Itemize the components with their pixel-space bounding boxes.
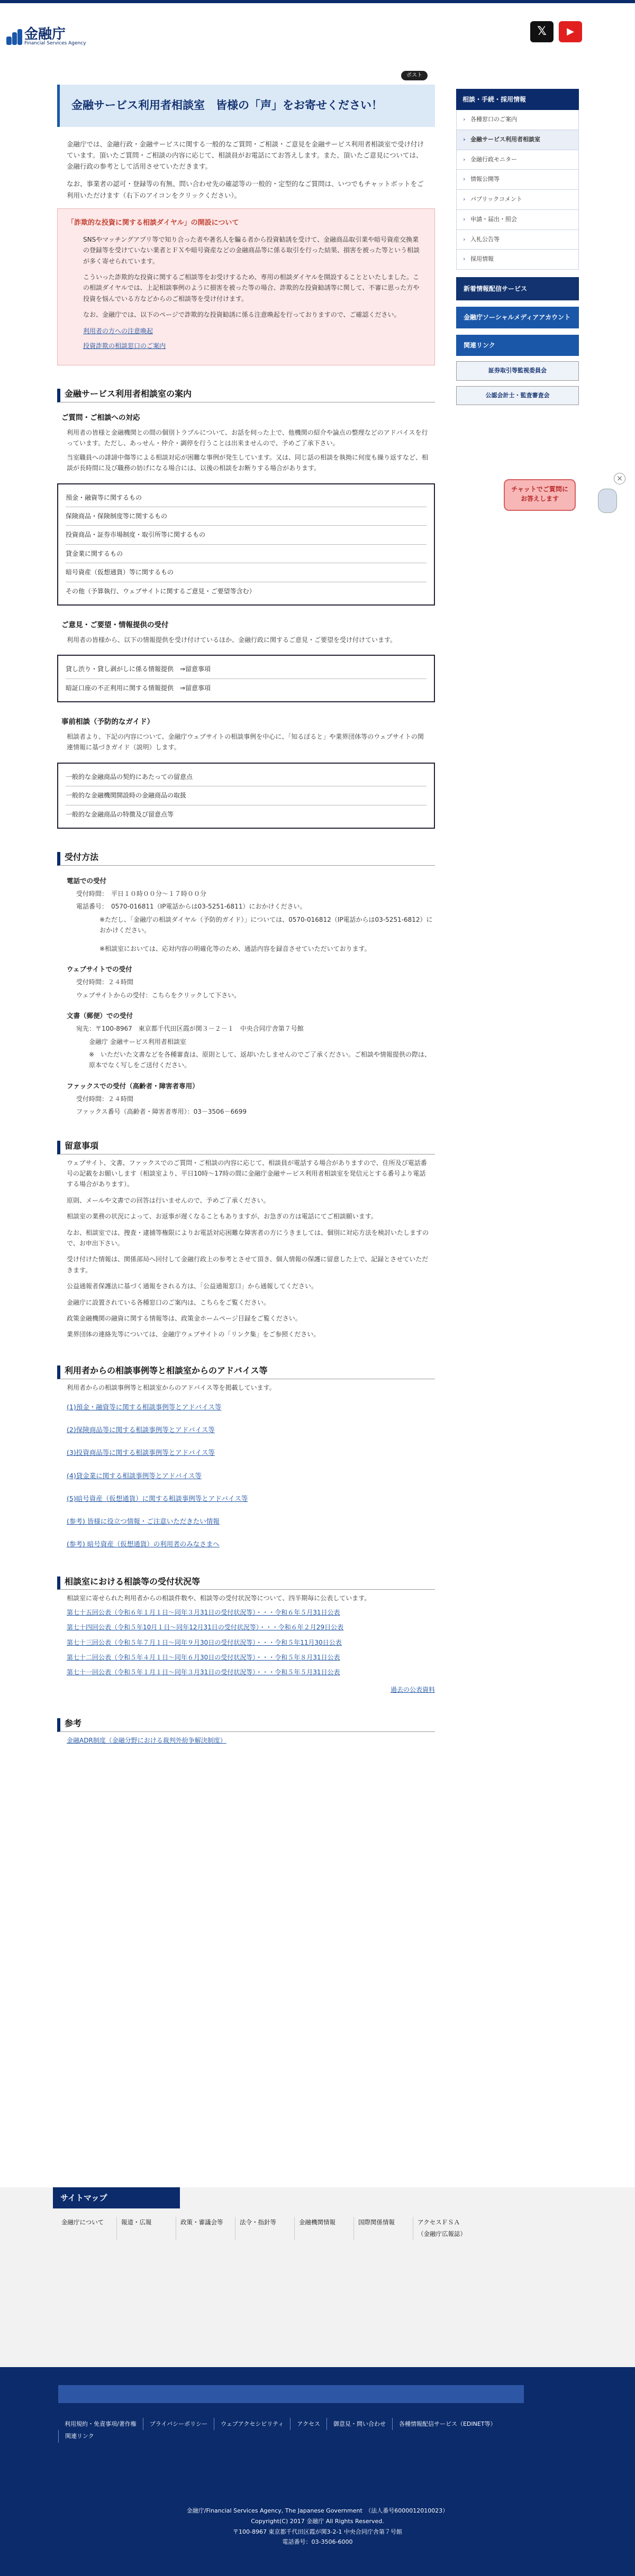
footer-link[interactable]: ウェブアクセシビリティ [214,2418,290,2430]
list-item[interactable]: 貸し渋り・貸し剥がしに係る情報提供 ⇒留意事項 [66,660,427,679]
opinion-paragraph: 利用者の皆様から、以下の情報提供を受け付けているほか、金融行政に関するご意見・ご要望を受け付けています。 [67,636,397,644]
list-item: 一般的な金融商品の特徴及び留意点等 [66,810,174,818]
footer-copyright: Copyright(C) 2017 金融庁 All Rights Reserved. [251,2517,384,2525]
chat-line-2: お答えします [520,495,559,502]
sitemap-link[interactable]: 金融庁について [61,2219,104,2226]
list-item[interactable]: 暗証口座の不正利用に関する情報提供 ⇒留意事項 [66,684,211,692]
tel-title: 電話での受付 [67,876,107,885]
warning-paragraph-3: なお、金融庁では、以下のページで詐欺的な投資勧誘に係る注意喚起を行っておりますので、ご確認ください。 [83,311,401,319]
sitemap [0,2187,635,2367]
post-recipient: 金融庁 金融サービス利用者相談室 [89,1038,186,1046]
logo-title: 金融庁 [24,26,66,42]
status-heading: 相談室における相談等の受付状況等 [57,1576,435,1590]
tel-number[interactable]: 電話番号： 0570-016811（IP電話からは03-5251-6811）におかけください。 [76,903,306,911]
warning-link-fraud-desk[interactable]: 投資詐欺の相談窓口のご案内 [83,342,166,350]
fsa-logo[interactable] [6,27,86,46]
sitemap-link[interactable]: 法令・指針等 [235,2217,294,2240]
chatbot-robot-icon[interactable] [598,489,617,513]
sidebar-item[interactable]: › 入札公告等 [456,230,579,250]
social-media-banner[interactable]: 金融庁ソーシャルメディアアカウント [456,307,579,328]
sitemap-link[interactable]: 報道・広報 [116,2217,176,2240]
footer-link[interactable]: アクセス [290,2418,326,2430]
status-links [57,1604,435,1679]
preventive-list [57,763,435,829]
footer-link[interactable]: プライバシーポリシー [143,2418,214,2430]
list-item: 相談室の業務の状況によって、お返事が遅くなることもありますが、お急ぎの方は電話にてご相談願います。 [67,1213,377,1221]
main-content [57,85,435,1747]
opinion-section-title: ご意見・ご要望・情報提供の受付 [61,621,169,629]
x-post-button[interactable]: ポスト [401,71,428,80]
footer-link[interactable]: 関連リンク [58,2430,101,2442]
sitemap-link[interactable]: 国際関係情報 [353,2217,413,2240]
status-intro: 相談室に寄せられた利用者からの相談件数や、相談等の受付状況等について、四半期毎に公表しています。 [67,1594,371,1602]
sidebar-item[interactable]: › 採用情報 [456,250,579,270]
fax-hours: 受付時間：２４時間 [76,1095,134,1103]
list-item: 原則、メールや文書での回答は行いませんので、予めご了承ください。 [67,1196,270,1204]
question-section-title: ご質問・ご相談への対応 [61,414,140,423]
advice-link[interactable]: (1)預金・融資等に関する相談事例等とアドバイス等 [67,1402,222,1411]
list-item[interactable]: 政策金融機関の融資に関する情報等は、政策金ホームページ目録をご覧ください。 [67,1314,302,1322]
news-service-block[interactable]: 新着情報配信サービス [456,277,579,300]
site-header [0,3,635,56]
post-note: ※ いただいた文書などを各種審査は、原則として、返却いたしませんのでご了承ください。ご相談や情報提供の際は、原本でなく写しをご送付ください。 [89,1051,431,1069]
advice-link[interactable]: (2)保険商品等に関する相談事例等とアドバイス等 [67,1426,215,1434]
chat-close-icon[interactable]: × [614,473,625,484]
tel-hours: 受付時間： 平日１０時００分～１７時００分 [76,890,207,898]
advice-link[interactable]: (3)投資商品等に関する相談事例等とアドバイス等 [67,1449,215,1457]
fax-number: ファックス番号（高齢者・障害者専用）：03－3506－6699 [76,1108,247,1116]
advice-link[interactable]: (5)暗号資産（仮想通貨）に関する相談事例等とアドバイス等 [67,1494,248,1502]
footer-tel: 電話番号：03-3506-6000 [282,2538,353,2546]
sitemap-link[interactable]: アクセスＦＳＡ（金融庁広報誌） [413,2217,472,2240]
contact-heading: 受付方法 [57,852,435,866]
opinion-list [57,655,435,702]
footer-links [58,2418,524,2443]
web-hours: 受付時間：２４時間 [76,978,134,986]
list-item[interactable]: 業界団体の連絡先等については、金融庁ウェブサイトの「リンク集」をご参照ください。 [67,1331,320,1339]
list-item: 保険商品・保険制度等に関するもの [66,507,427,526]
fax-title: ファックスでの受付（高齢者・障害者専用） [67,1081,199,1090]
logo-subtitle: Financial Services Agency [24,41,86,46]
chat-line-1: チャットでご質問に [511,485,568,493]
cpaaob-badge[interactable]: 公認会計士・監査審査会 [456,386,579,406]
footer-link[interactable]: 利用規約・免責事項/著作権 [65,2421,137,2427]
web-title: ウェブサイトでの受付 [67,965,132,973]
fsa-logo-icon [6,29,22,45]
advice-link[interactable]: (4)貸金業に関する相談事例等とアドバイス等 [67,1471,202,1480]
list-item: 預金・融資等に関するもの [66,489,427,507]
footer-org: 金融庁/Financial Services Agency, The Japanese Government （法人番号6000012010023） [186,2507,449,2514]
lead-paragraph-2: なお、事業者の認可・登録等の有無、問い合わせ先の確認等の一般的・定型的なご質問は、いつでもチャットボットをご利用いただけます（右下のアイコンをクリックください）。 [67,180,424,199]
adr-link[interactable]: 金融ADR制度（金融分野における裁判外紛争解決制度） [67,1737,226,1745]
sitemap-heading: サイトマップ [53,2187,180,2208]
list-item: 受け付けた情報は、関係部局へ回付して金融行政上の参考とさせて頂き、個人情報の保護に留意した上で、記録とさせていただきます。 [67,1255,429,1274]
sitemap-link[interactable]: 金融機関情報 [294,2217,353,2240]
related-links-banner[interactable]: 関連リンク [456,335,579,356]
guide-heading: 金融サービス利用者相談室の案内 [57,389,435,402]
notes-list [57,1154,435,1342]
sidebar [456,89,579,405]
question-category-list [57,483,435,606]
notes-heading: 留意事項 [57,1141,435,1154]
list-item: 一般的な金融機関開設時の金融商品の取扱 [66,786,427,805]
youtube-icon[interactable]: ▶ [559,21,582,42]
list-item: 一般的な金融商品の契約にあたっての留意点 [66,768,427,786]
advice-link[interactable]: (参考) 皆様に役立つ情報・ご注意いただきたい情報 [67,1517,220,1526]
sidebar-item[interactable]: › パブリックコメント [456,190,579,210]
list-item: 貸金業に関するもの [66,545,427,563]
chatbot-bubble[interactable] [504,479,576,511]
advice-intro: 利用者からの相談事例等と相談室からのアドバイス等を掲載しています。 [67,1383,276,1391]
footer-link[interactable]: 御意見・問い合わせ [326,2418,392,2430]
warning-title: 「詐欺的な投資に関する相談ダイヤル」の開設について [67,218,239,227]
list-item: 暗号資産（仮想通貨）等に関するもの [66,563,427,582]
status-link[interactable]: 第七十五回公表（令和６年１月１日～同年３月31日の受付状況等）・・・令和６年５月31日公表 [67,1608,340,1616]
post-address: 宛先：〒100-8967 東京都千代田区霞が関３－２－１ 中央合同庁舎第７号館 [76,1025,304,1033]
preventive-section-title: 事前相談（予防的なガイド） [61,718,155,727]
sidebar-item[interactable]: › 情報公開等 [456,170,579,190]
post-title: 文書（郵便）での受付 [67,1012,133,1020]
footer-address: 〒100-8967 東京都千代田区霞が関3-2-1 中央合同庁舎第７号館 [233,2528,402,2535]
tel-note-1: ※ただし、「金融庁の相談ダイヤル（予防的ガイド）」については、0570-016812（IP電話からは03-5251-6812）におかけください。 [99,915,433,934]
sidebar-item[interactable]: › 各種窓口のご案内 [456,110,579,130]
list-item: 投資商品・証券市場制度・取引所等に関するもの [66,526,427,544]
footer-link[interactable]: 各種情報配信サービス（EDINET等） [392,2418,503,2430]
reference-heading: 参考 [57,1718,435,1732]
warning-paragraph-1: SNSやマッチングアプリ等で知り合った者や著名人を騙る者から投資勧誘を受けて、金融商品取引業や暗号資産交換業の登録等を受けていない業者とＦＸや暗号資産などの金融商品等に係る取引を行った結果、損害を被った等という相談が多く寄せられています。 [83,235,420,265]
sidebar-heading: 相談・手続・採用情報 [456,89,579,110]
web-form-link[interactable]: ウェブサイトからの受付：こちらをクリックして下さい。 [76,991,241,999]
sidebar-item[interactable]: › 金融行政モニター [456,150,579,170]
list-item: なお、相談室では、捜査・逮捕等権限によりお電話対応困難な障害者の方にうきましては、個別に対応方法を検討いたしますので、お申出下さい。 [67,1229,429,1248]
sidebar-item-active[interactable]: › 金融サービス利用者相談室 [456,130,579,150]
status-link[interactable]: 第七十二回公表（令和５年４月１日～同年６月30日の受付状況等）・・・令和５年８月31日公表 [67,1654,340,1662]
status-link[interactable]: 第七十三回公表（令和５年７月１日～同年９月30日の受付状況等）・・・令和５年11月30日公表 [67,1638,342,1646]
archive-link[interactable]: 過去の公表資料 [390,1685,435,1693]
warning-link-caution[interactable]: 利用者の方への注意喚起 [83,327,153,335]
fraud-warning-box [57,208,435,366]
site-footer [0,2367,635,2576]
page-title: 金融サービス利用者相談室 皆様の「声」をお寄せください！ [57,85,435,127]
tel-note-2: ※相談室においては、応対内容の明確化等のため、通話内容を録音させていただいております。 [99,945,371,952]
question-paragraph-2: 当室職員への誹謗中傷等による相談対応が困難な事例が発生しています。又は、同じ話の相談を執拗に何度も繰り返すなど、相談が長時間に及び職務の妨げになる場合には、以後の相談をお断りする場合があります。 [67,453,429,472]
sesc-badge[interactable]: 証券取引等監視委員会 [456,361,579,381]
sitemap-link[interactable]: 政策・審議会等 [176,2217,235,2240]
advice-link[interactable]: (参考) 暗号資産（仮想通貨）の利用者のみなさまへ [67,1540,220,1548]
advice-heading: 利用者からの相談事例等と相談室からのアドバイス等 [57,1365,435,1379]
preventive-paragraph: 相談者より、下記の内容について、金融庁ウェブサイトの相談事例を中心に、「知るぽると」や業界団体等のウェブサイトの関連情報に基づきガイド（説明）します。 [67,733,424,751]
sidebar-item[interactable]: › 申請・届出・照会 [456,210,579,230]
lead-paragraph-1: 金融庁では、金融行政・金融サービスに関する一般的なご質問・ご相談・ご意見を金融サービス利用者相談室で受け付けています。頂いたご質問・ご相談の内容に応じて、相談員がお電話にてお答えします。また、頂いたご意見については、金融行政の参考として活用させていただきます。 [67,140,424,170]
advice-links [57,1393,435,1553]
list-item: ウェブサイト、文書、ファックスでのご質問・ご相談の内容に応じて、相談員が電話する場合がありますので、住所及び電話番号の記載をお願いします（相談室より、平日10時～17時の間に金融庁金融サービス利用者相談室を発信元とする番号より電話する場合があります）。 [67,1159,427,1188]
list-item: その他（予算執行、ウェブサイトに関するご意見・ご要望等含む） [66,587,256,595]
list-item[interactable]: 公益通報者保護法に基づく通報をされる方は、「公益通報窓口」から通報してください。 [67,1282,318,1290]
x-icon[interactable]: 𝕏 [530,21,554,42]
list-item[interactable]: 金融庁に設置されている各種窓口のご案内は、こちらをご覧ください。 [67,1298,270,1306]
status-link[interactable]: 第七十一回公表（令和５年１月１日～同年３月31日の受付状況等）・・・令和５年５月31日公表 [67,1669,340,1676]
question-paragraph-1: 利用者の皆様と金融機関との間の個別トラブルについて、お話を伺った上で、他機関の紹介や論点の整理などのアドバイスを行っています。ただし、あっせん・仲介・調停を行うことは出来ませんので、予めご了承下さい。 [67,429,428,447]
warning-paragraph-2: こういった詐欺的な投資に関するご相談等をお受けするため、専用の相談ダイヤルを開設することといたしました。この相談ダイヤルでは、上記相談事例のように損害を被った等の場合、詐欺的な投資勧誘等に関して、不審に思った方や投資を悩んでいる方などからのご相談等を受け付けます。 [83,273,420,302]
status-link[interactable]: 第七十四回公表（令和５年10月１日～同年12月31日の受付状況等）・・・令和６年２月29日公表 [67,1624,344,1631]
footer-band [58,2385,524,2403]
